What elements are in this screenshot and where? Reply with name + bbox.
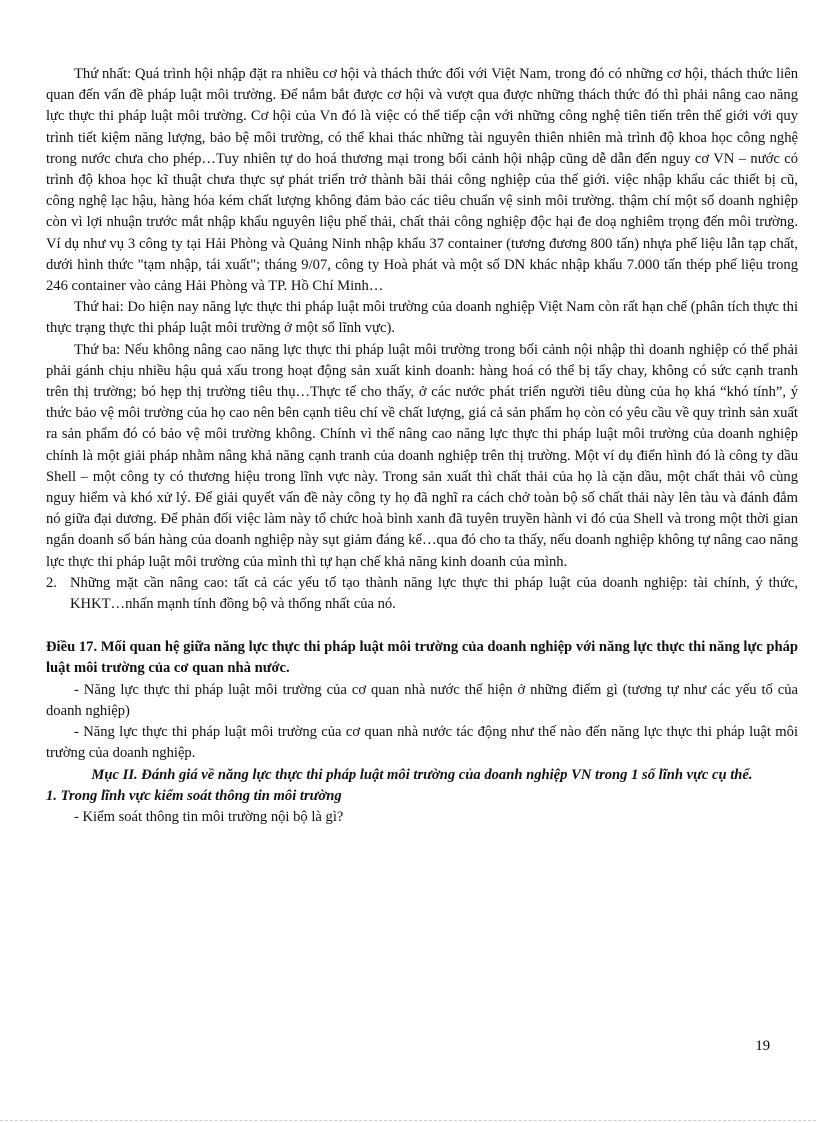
article-17-bullet-1: - Năng lực thực thi pháp luật môi trường của cơ quan nhà nước thể hiện ở những điểm gì (tương tự như các yếu tố của doanh nghiệp) bbox=[46, 681, 798, 719]
paragraph-second-point: Thứ hai: Do hiện nay năng lực thực thi pháp luật môi trường của doanh nghiệp Việt Nam còn rất hạn chế (phân tích thực thi thực trạng thực thi pháp luật môi trường ở một số lĩnh vực). bbox=[46, 299, 798, 337]
page-number: 19 bbox=[755, 1038, 770, 1054]
list-item-2 bbox=[46, 573, 798, 615]
section-2-heading: Mục II. Đánh giá về năng lực thực thi pháp luật môi trường của doanh nghiệp VN trong 1 số lĩnh vực cụ thể. bbox=[91, 766, 753, 783]
paragraph-third-point: Thứ ba: Nếu không nâng cao năng lực thực thi pháp luật môi trường trong bối cảnh nội nhập thì doanh nghiệp có thể phải phải gánh chịu nhiều hậu quả xấu trong hoạt động sản xuất kinh doanh: hàng hoá có thể bị tẩy chay, không có sức cạnh tranh trên thị trường; bó hẹp thị trường tiêu thụ…Thực tế cho thấy, ở các nước phát triển người tiêu dùng của họ khá “khó tính”, ý thức bảo vệ môi trường của họ cao nên bên cạnh tiêu chí về chất lượng, giá cả sản phẩm họ còn có yêu cầu về quy trình sản xuất ra sản phẩm đó có bảo vệ môi trường không. Chính vì thế nâng cao năng lực thực thi pháp luật môi trường của doanh nghiệp chính là một giải pháp nhằm nâng khả năng cạnh tranh của doanh nghiệp trên thị trường. Một ví dụ điển hình đó là công ty dầu Shell – một công ty có thương hiệu trong lĩnh vực này. Trong sản xuất thì chất thải của họ là cặn dầu, một chất thải vô cùng nguy hiểm và khó xử lý. Để giải quyết vấn đề này công ty họ đã nghĩ ra cách chở toàn bộ số chất thải này lên tàu và đánh đắm nó giữa đại dương. Để phản đối việc làm này tổ chức hoà bình xanh đã tuyên truyền hành vi đó của Shell và trong một thời gian ngắn doanh số bán hàng của doanh nghiệp này sụt giảm đáng kể…qua đó cho ta thấy, nếu doanh nghiệp không tự nâng cao năng lực thực thi pháp luật môi trường của mình thì tự hạn chế khả năng kinh doanh của mình. bbox=[46, 341, 798, 570]
article-17-heading: Điều 17. Mối quan hệ giữa năng lực thực thi pháp luật môi trường của doanh nghiệp với năng lực thực thi năng lực pháp luật môi trường của cơ quan nhà nước. bbox=[46, 639, 798, 677]
article-17-bullet-2: - Năng lực thực thi pháp luật môi trường của cơ quan nhà nước tác động như thế nào đến năng lực thực thi pháp luật môi trường của doanh nghiệp. bbox=[46, 724, 798, 762]
page-bottom-divider bbox=[0, 1120, 816, 1121]
section-2-bullet-1: - Kiểm soát thông tin môi trường nội bộ là gì? bbox=[74, 808, 344, 825]
section-2-subheading: 1. Trong lĩnh vực kiểm soát thông tin môi trường bbox=[46, 787, 342, 804]
list-item-number: 2. bbox=[46, 574, 57, 591]
list-item-text: Những mặt cần nâng cao: tất cả các yếu tố tạo thành năng lực thực thi pháp luật của doanh nghiệp: tài chính, ý thức, KHKT…nhấn mạnh tính đồng bộ và thống nhất của nó. bbox=[70, 574, 798, 613]
paragraph-first-point: Thứ nhất: Quá trình hội nhập đặt ra nhiều cơ hội và thách thức đối với Việt Nam, trong đó có những cơ hội, thách thức liên quan đến vấn đề pháp luật môi trường. Để nắm bắt được cơ hội và vượt qua được những thách thức đó thì phải nâng cao năng lực thực thi pháp luật môi trường. Cơ hội của Vn đó là việc có thể tiếp cận với những công nghệ tiên tiến trên thế giới với quy trình tiết kiệm năng lượng, bảo bệ môi trường, có thể khai thác những tài nguyên thiên nhiên mà trình độ khoa học công nghệ trong nước chưa cho phép…Tuy nhiên tự do hoá thương mại trong bối cảnh hội nhập cũng dễ dẫn đến nguy cơ VN – nước có trình độ khoa học kĩ thuật chưa thực sự phát triển trở thành bãi thải công nghiệp của thế giới. việc nhập khẩu các thiết bị cũ, công nghệ lạc hậu, hàng hóa kém chất lượng không đảm bảo các tiêu chuẩn vệ sinh môi trường. thậm chí một số doanh nghiệp còn vì lợi nhuận trước mắt nhập khẩu nguyên liệu phế thải, chất thải công nghiệp độc hại đe doạ nghiêm trọng đến môi trường. Ví dụ như vụ 3 công ty tại Hải Phòng và Quảng Ninh nhập khẩu 37 container (tương đương 800 tấn) nhựa phế liệu lẫn tạp chất, dưới hình thức "tạm nhập, tái xuất"; tháng 9/07, công ty Hoà phát và một số DN khác nhập khẩu 7.000 tấn thép phế liệu trong 246 container vào cảng Hải Phòng và TP. Hồ Chí Minh… bbox=[46, 66, 798, 295]
